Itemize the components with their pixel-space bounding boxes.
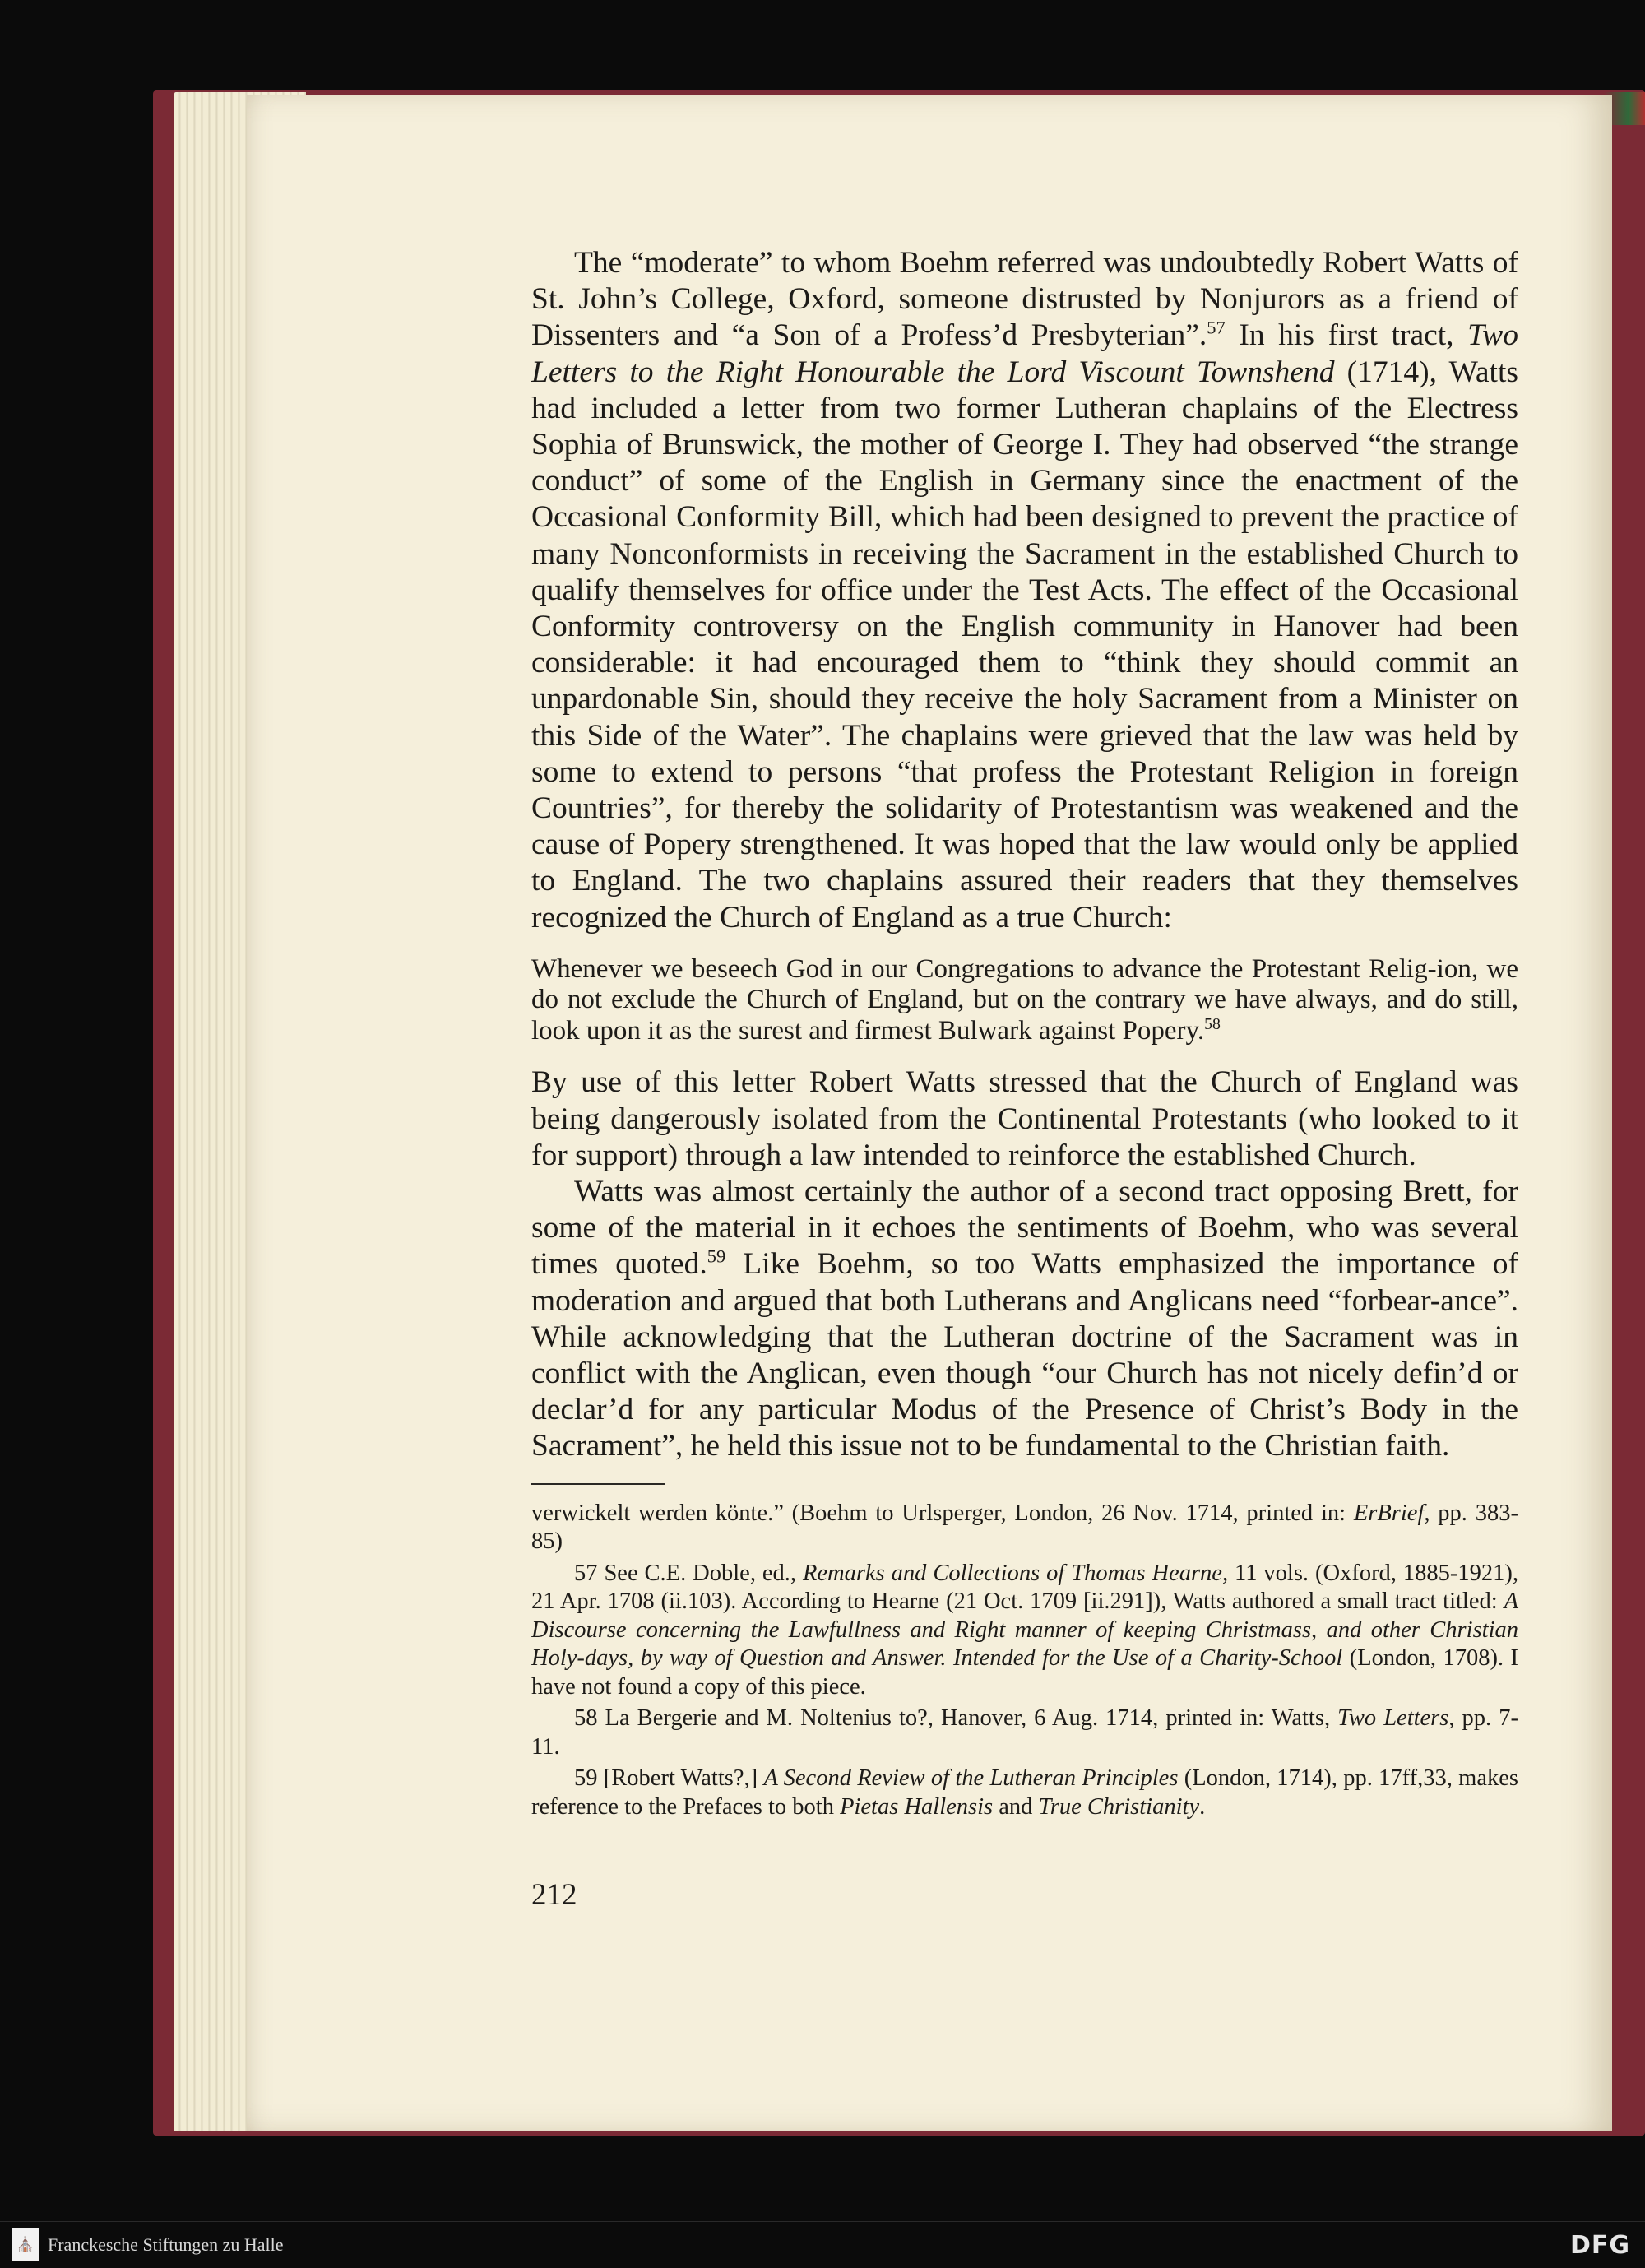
text-run: (London, 1714), pp. 17ff,33, makes reference to the Prefaces to both [531, 1765, 1518, 1820]
text-run: , pp. 7-11. [531, 1705, 1518, 1760]
text-run: verwickelt werden könte.” (Boehm to Urlsperger, London, 26 Nov. 1714, printed in: [531, 1500, 1354, 1526]
dfg-logo: DFG [1569, 2231, 1630, 2260]
text-run: Whenever we beseech God in our Congregations to advance the Protestant Relig-ion, we do not exclude the Church of England, but on the contrary we have always, and do still, look upon it as the surest and firmest Bulwark against Popery. [531, 953, 1518, 1046]
institution-name: Franckesche Stiftungen zu Halle [48, 2234, 284, 2255]
footnote-ref: 57 [1207, 317, 1226, 338]
text-run: 57 See C.E. Doble, ed., [574, 1560, 803, 1586]
text-run: By use of this letter Robert Watts stressed that the Church of England was being dangerously isolated from the Continental Protestants (who looked to it for support) through a law intended to reinforce the established Church. [531, 1065, 1518, 1172]
main-text [531, 245, 1518, 1825]
italic-run: A Second Review of the Lutheran Principles [763, 1765, 1179, 1792]
footnote-ref: 59 [707, 1245, 726, 1267]
footnote-ref: 58 [1204, 1014, 1221, 1033]
text-run: In his first tract, [1225, 318, 1468, 353]
italic-run: True Christianity [1038, 1793, 1200, 1820]
body-paragraph-1 [531, 245, 1518, 936]
text-run: Watts was almost certainly the author of a second tract opposing Brett, for some of the material in it echoes the sentiments of Boehm, who was several times quoted. [531, 1174, 1518, 1282]
italic-run: Two Letters to the Right Honourable the Lord Viscount Townshend [531, 318, 1518, 389]
footnote-continuation [531, 1500, 1518, 1556]
text-run: 59 [Robert Watts?,] [574, 1765, 764, 1792]
italic-run: Two Letters [1337, 1705, 1449, 1732]
body-paragraph-2 [531, 1064, 1518, 1174]
footnote-57 [531, 1560, 1518, 1702]
text-run: (1714), Watts had included a letter from two former Lutheran chaplains of the Electress Sophia of Brunswick, the mother of George I. They had observed “the strange conduct” of some of the English in Germany since the enactment of the Occasional Conformity Bill, which had been designed to prevent the practice of many Nonconformists in receiving the Sacrament in the established Church to qualify themselves for office under the Test Acts. The effect of the Occasional Conformity controversy on the English community in Hanover had been considerable: it had encouraged them to “think they should commit an unpardonable Sin, should they receive the holy Sacrament from a Minister on this Side of the Water”. The chaplains were grieved that the law was held by some to extend to persons “that profess the Protestant Religion in foreign Countries”, for thereby the solidarity of Protestantism was weakened and the cause of Popery strengthened. It was hoped that the law would only be applied to England. The two chaplains assured their readers that they themselves recognized the Church of England as a true Church: [531, 355, 1518, 935]
text-run: . [1199, 1793, 1206, 1820]
text-run: , 11 vols. (Oxford, 1885-1921), 21 Apr. 1708 (ii.103). According to Hearne (21 Oct. 1709 [ii.291]), Watts authored a small tract titled: [531, 1560, 1518, 1615]
page-number: 212 [531, 1878, 577, 1912]
block-quote [531, 954, 1518, 1047]
text-run: Like Boehm, so too Watts emphasized the importance of moderation and argued that both Lutherans and Anglicans need “forbear-ance”. While acknowledging that the Lutheran doctrine of the Sacrament was in conflict with the Anglican, even though “our Church has not nicely defin’d or declar’d for any particular Modus of the Presence of Christ’s Body in the Sacrament”, he held this issue not to be fundamental to the Christian faith. [531, 1247, 1518, 1463]
italic-run: ErBrief [1353, 1500, 1425, 1526]
foundation-emblem-icon: ⛪ [12, 2228, 39, 2261]
body-paragraph-3 [531, 1174, 1518, 1465]
italic-run: Remarks and Collections of Thomas Hearne [803, 1560, 1222, 1586]
footnote-58 [531, 1704, 1518, 1761]
text-run: (London, 1708). I have not found a copy of this piece. [531, 1645, 1518, 1700]
italic-run: Pietas Hallensis [840, 1793, 994, 1820]
footnote-59 [531, 1765, 1518, 1821]
italic-run: A Discourse concerning the Lawfullness and Right manner of keeping Christmass, and other Christian Holy-days, by way of Question and Answer. Intended for the Use of a Charity-School [531, 1589, 1518, 1672]
footnote-separator [531, 1483, 665, 1485]
text-run: 58 La Bergerie and M. Noltenius to?, Hanover, 6 Aug. 1714, printed in: Watts, [574, 1705, 1338, 1732]
text-run: , pp. 383-85) [531, 1500, 1518, 1555]
text-run: The “moderate” to whom Boehm referred was undoubtedly Robert Watts of St. John’s College, Oxford, someone distrusted by Nonjurors as a friend of Dissenters and “a Son of a Profess’d Presbyterian”. [531, 246, 1518, 353]
text-run: and [993, 1793, 1039, 1820]
